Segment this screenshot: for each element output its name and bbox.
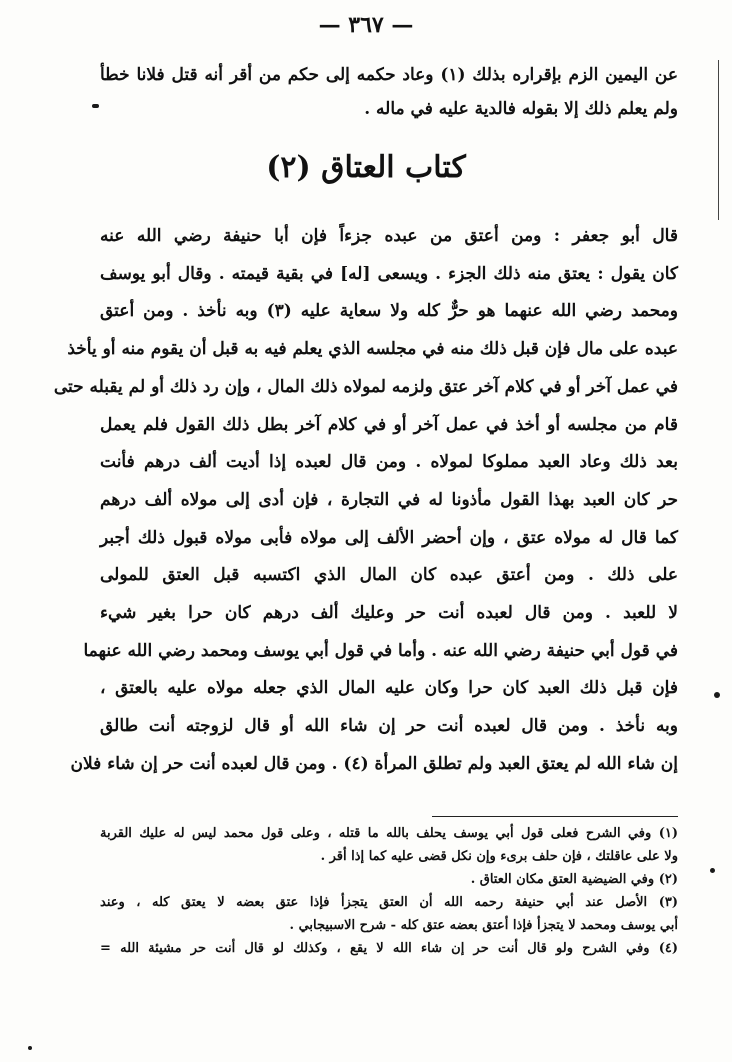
- footnote-line: (٤) وفي الشرح ولو قال أنت حر إن شاء الله لا يقع ، وكذلك لو قال أنت حر مشيئة الله =: [100, 941, 678, 956]
- body-line: لا للعبد . ومن قال لعبده أنت حر وعليك ألف درهم كان حرا بغير شيء: [100, 603, 678, 624]
- body-line: كما قال له مولاه عتق ، وإن أحضر الألف إلى مولاه فأبى مولاه قبول ذلك أجبر: [100, 527, 678, 548]
- body-line: فإن قبل ذلك العبد كان حرا وكان عليه المال الذي جعله مولاه عليه بالعتق ،: [100, 678, 678, 699]
- body-text: [53, 218, 678, 784]
- footnote-line: ولا على عاقلتك ، فإن حلف برىء وإن نكل قضى عليه كما إذا أقر .: [320, 849, 678, 864]
- footnote-line: أبي يوسف ومحمد لا يتجزأ فإذا أعتق بعضه عتق كله - شرح الاسبيجابي .: [289, 918, 678, 933]
- body-line: قال أبو جعفر : ومن أعتق من عبده جزءاً فإن أبا حنيفة رضي الله عنه: [100, 226, 678, 246]
- footnote-line: (١) وفي الشرح فعلى قول أبي يوسف يحلف بالله ما قتله ، وعلى قول محمد ليس له عليك القربة: [100, 826, 678, 841]
- scan-speck: [714, 692, 720, 698]
- body-line: كان يقول : يعتق منه ذلك الجزء . ويسعى [له] في بقية قيمته . وقال أبو يوسف: [100, 263, 678, 284]
- body-line: قام من مجلسه أو أخذ في عمل آخر أو في كلام آخر بطل ذلك القول فلم يعمل: [100, 414, 678, 435]
- body-line: ومحمد رضي الله عنهما هو حرٌّ كله ولا سعاية عليه (٣) وبه نأخذ . ومن أعتق: [100, 301, 678, 322]
- body-line: على ذلك . ومن أعتق عبده كان المال الذي اكتسبه قبل العتق للمولى: [100, 565, 678, 586]
- body-line: إن شاء الله لم يعتق العبد ولم تطلق المرأة (٤) . ومن قال لعبده أنت حر إن شاء فلان: [70, 753, 678, 774]
- body-line: حر كان العبد بهذا القول مأذونا له في التجارة ، فإن أدى إلى مولاه ألف درهم: [100, 489, 678, 510]
- body-line: وبه نأخذ . ومن قال لعبده أنت حر إن شاء الله أو قال لزوجته أنت طالق: [100, 716, 678, 737]
- body-line: بعد ذلك وعاد العبد مملوكا لمولاه . ومن قال لعبده إذا أديت ألف درهم فأنت: [100, 452, 678, 473]
- footnote-divider: [432, 816, 678, 817]
- body-line: عبده على مال فإن قبل ذلك منه في مجلسه الذي يعلم فيه به قبل أن يقوم منه أو يأخذ: [67, 339, 678, 360]
- scan-speck: [28, 1046, 32, 1050]
- body-line: في قول أبي حنيفة رضي الله عنه . وأما في قول أبي يوسف ومحمد رضي الله عنهما: [83, 640, 678, 661]
- scan-margin-line: [718, 60, 719, 220]
- intro-paragraph: [100, 58, 678, 126]
- page-number: — ٣٦٧ —: [318, 12, 414, 38]
- chapter-title: كتاب العتاق (٢): [266, 150, 466, 185]
- scan-speck: [92, 104, 99, 108]
- footnote-line: (٢) وفي الضيضية العتق مكان العتاق .: [470, 872, 678, 887]
- body-line: في عمل آخر أو في كلام آخر عتق ولزمه لمولاه ذلك المال ، وإن رد ذلك أو لم يقبله حتى: [53, 376, 678, 397]
- scan-speck: [710, 868, 715, 873]
- intro-text: عن اليمين الزم بإقراره بذلك (١) وعاد حكمه إلى حكم من أقر أنه قتل فلانا خطأ ولم يعلم ذلك إلا بقوله فالدية عليه في ماله .: [100, 65, 678, 119]
- footnotes: [100, 822, 678, 960]
- footnote-line: (٣) الأصل عند أبي حنيفة رحمه الله أن العتق يتجزأ فإذا عتق بعضه لا يعتق كله ، وعند: [100, 895, 678, 910]
